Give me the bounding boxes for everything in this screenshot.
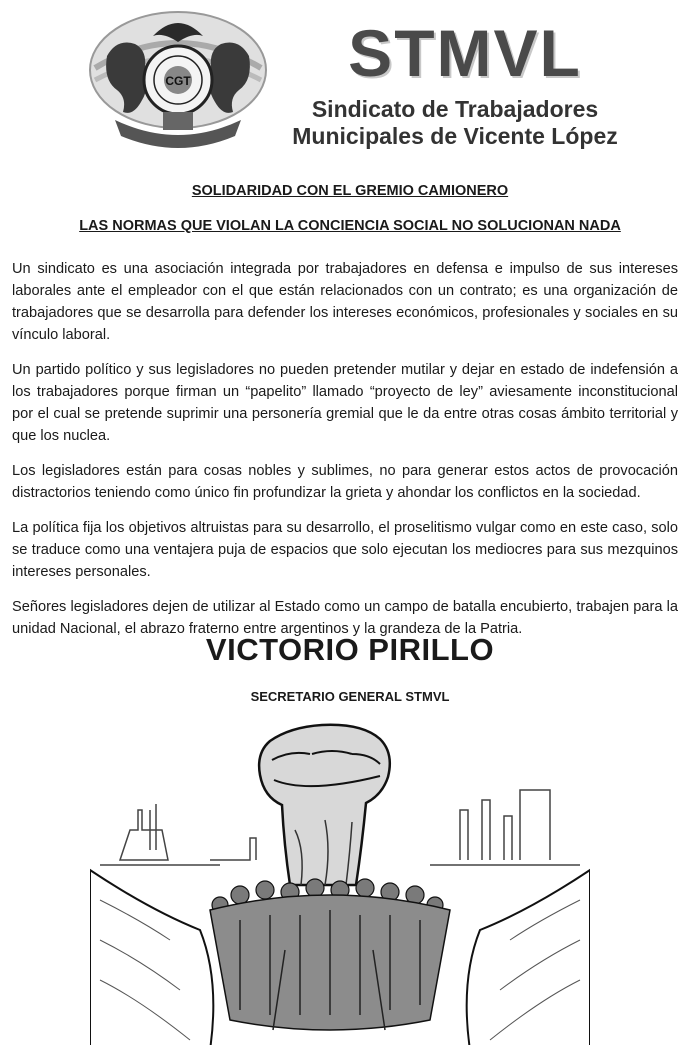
paragraph-4: La política fija los objetivos altruistas para su desarrollo, el proselitismo vulgar como en este caso, solo se traduce como una ventajera puja de espacios que solo ejecutan los mediocres para sus mezquinos intereses personales.: [12, 520, 678, 580]
document-title: SOLIDARIDAD CON EL GREMIO CAMIONERO: [191, 183, 509, 199]
signature-role: SECRETARIO GENERAL STMVL: [250, 689, 450, 704]
document-subtitle: LAS NORMAS QUE VIOLAN LA CONCIENCIA SOCIAL NO SOLUCIONAN NADA: [79, 218, 621, 234]
paragraph-3: Los legisladores están para cosas nobles y sublimes, no para generar estos actos de provocación distractorios teniendo como único fin profundizar la grieta y ahondar los conflictos en la sociedad.: [12, 463, 678, 501]
svg-text:CGT: CGT: [165, 74, 191, 88]
paragraph-1: Un sindicato es una asociación integrada por trabajadores en defensa e impulso de sus intereses laborales ante el empleador con el que están relacionados con un contrato; es una organización de trabajadores que se desarrolla para defender los intereses económicos, profesionales y sociales en su vínculo laboral.: [12, 261, 678, 343]
union-full-name: [290, 96, 620, 150]
union-name-line2: Municipales de Vicente López: [292, 123, 618, 149]
union-acronym: STMVL: [348, 16, 582, 90]
document-titles: [0, 182, 700, 235]
document-body: [12, 258, 678, 653]
signature-name: VICTORIO PIRILLO: [205, 632, 495, 667]
raised-fist-workers-illustration-icon: [90, 710, 590, 1045]
paragraph-5: Señores legisladores dejen de utilizar al Estado como un campo de batalla encubierto, trabajen para la unidad Nacional, el abrazo fraterno entre argentinos y la grandeza de la Patria.: [12, 599, 678, 637]
letterhead: [0, 0, 700, 165]
paragraph-2: Un partido político y sus legisladores no pueden pretender mutilar y dejar en estado de indefensión a los trabajadores porque firman un “papelito” llamado “proyecto de ley” aviesamente inconstitucional por el cual se pretende suprimir una personería gremial que le da entre otras cosas ámbito territorial y que los nuclea.: [12, 362, 678, 444]
union-coat-of-arms-icon: [85, 8, 271, 158]
union-name-line1: Sindicato de Trabajadores: [311, 96, 599, 122]
